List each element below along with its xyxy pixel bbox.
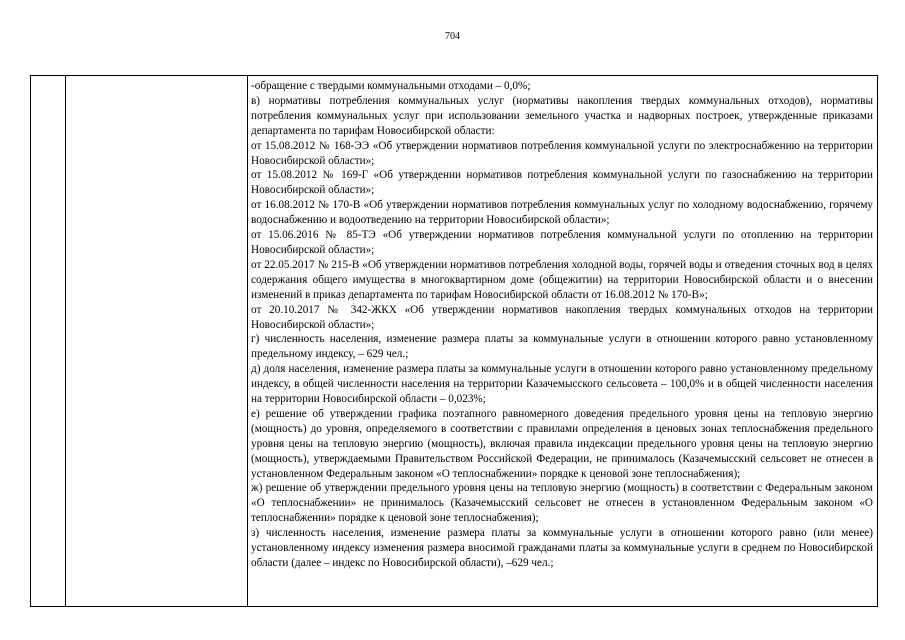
paragraph: е) решение об утверждении графика поэтапного равномерного доведения предельного уровня цены на тепловую энергию (мощность) до уровня, определяемого в соответствии с правилами определения в ценовых зонах теплоснабжения предельного уровня цены на тепловую энергию (мощность), включая правила индексации предельного уровня цены на тепловую энергию (мощность), утверждаемыми Правительством Российской Федерации, не принималось (Казачемысский сельсовет не отнесен в установленном Федеральным законом «О теплоснабжении» порядке к ценовой зоне теплоснабжения); <box>251 407 873 480</box>
paragraph: от 22.05.2017 № 215-В «Об утверждении нормативов потребления холодной воды, горячей воды и отведения сточных вод в целях содержания общего имущества в многоквартирном доме (общежитии) на территории Новосибирской области и о внесении изменений в приказ департамента по тарифам Новосибирской области от 16.08.2012 № 170-В»; <box>251 258 873 301</box>
paragraph: в) нормативы потребления коммунальных услуг (нормативы накопления твердых коммунальных отходов), нормативы потребления коммунальных услуг при использовании земельного участка и надворных построек, утвержденные приказами департамента по тарифам Новосибирской области: <box>251 94 873 137</box>
paragraph: от 16.08.2012 № 170-В «Об утверждении нормативов потребления коммунальных услуг по холодному водоснабжению, горячему водоснабжению и водоотведению на территории Новосибирской области»; <box>251 199 873 227</box>
paragraph: з) численность населения, изменение размера платы за коммунальные услуги в отношении которого равно (или менее) установленному индексу изменения размера вносимой гражданами платы за коммунальные услуги в среднем по Новосибирской области (далее – индекс по Новосибирской области), –629 чел.; <box>251 527 873 569</box>
paragraph: -обращение с твердыми коммунальными отходами – 0,0%; <box>251 80 531 92</box>
page-number: 704 <box>445 31 460 42</box>
paragraph: д) доля населения, изменение размера платы за коммунальные услуги в отношении которого равно установленному предельному индексу, в общей численности населения на территории Казачемысского сельсовета – 100,0% и в общей численности населения на территории Новосибирской области – 0,023%; <box>251 363 873 406</box>
paragraph: от 15.08.2012 № 168-ЭЭ «Об утверждении нормативов потребления коммунальной услуги по электроснабжению на территории Новосибирской области»; <box>251 139 873 167</box>
paragraph: от 20.10.2017 № 342-ЖКХ «Об утверждении нормативов накопления твердых коммунальных отходов на территории Новосибирской области»; <box>251 303 873 331</box>
column-divider <box>65 76 66 606</box>
paragraph: г) численность населения, изменение размера платы за коммунальные услуги в отношении которого равно установленному предельному индексу, – 629 чел.; <box>251 333 873 361</box>
column-divider <box>247 76 248 606</box>
paragraph: ж) решение об утверждении предельного уровня цены на тепловую энергию (мощность) в соответствии с Федеральным законом «О теплоснабжении» не принималось (Казачемысский сельсовет не отнесен в установленном Федеральным законом «О теплоснабжении» порядке к ценовой зоне теплоснабжения); <box>251 482 873 525</box>
paragraph: от 15.06.2016 № 85-ТЭ «Об утверждении нормативов потребления коммунальной услуги по отоплению на территории Новосибирской области»; <box>251 229 873 256</box>
paragraph: от 15.08.2012 № 169-Г «Об утверждении нормативов потребления коммунальной услуги по газоснабжению на территории Новосибирской области»; <box>251 169 873 197</box>
text-cell <box>251 79 873 571</box>
document-table <box>30 75 878 607</box>
